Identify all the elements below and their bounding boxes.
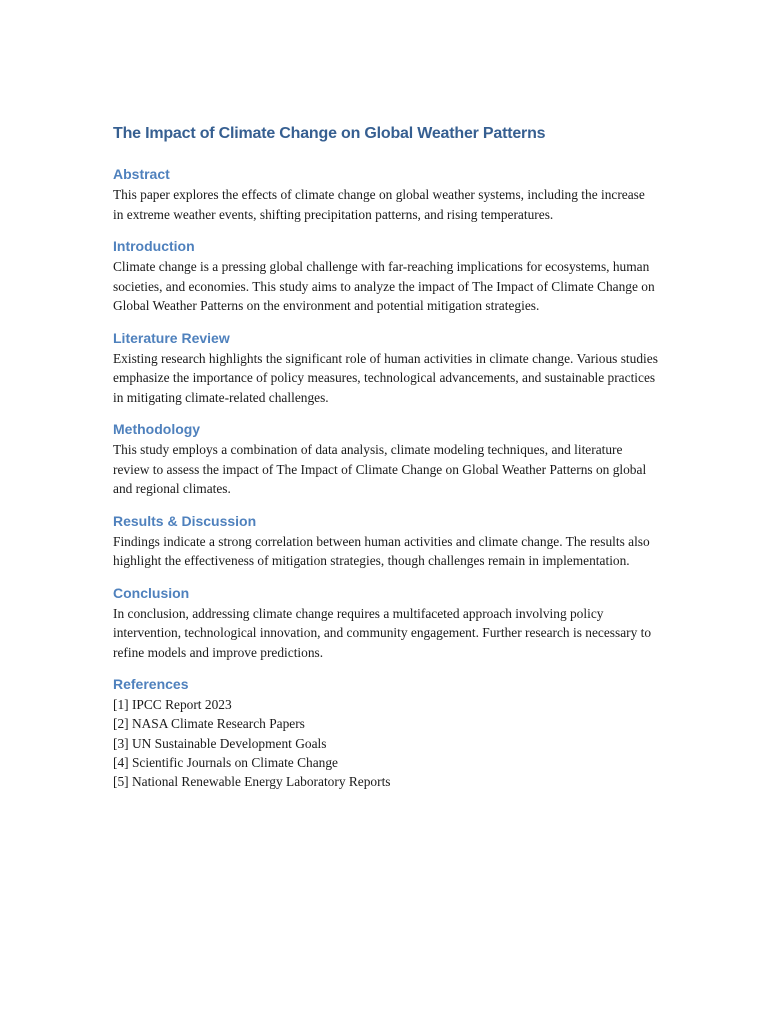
section-heading: Literature Review: [113, 329, 230, 346]
section-body: Climate change is a pressing global challenge with far-reaching implications for ecosystems, human societies, and economies. This study aims to analyze the impact of The Impact of Climate Change on Global Weather Patterns on the environment and potential mitigation strategies.: [113, 259, 655, 313]
section-heading: Methodology: [113, 421, 201, 437]
section-heading: Abstract: [113, 166, 170, 182]
paper-page: [113, 122, 658, 802]
section-references: [113, 673, 658, 791]
reference-item: [2] NASA Climate Research Papers: [113, 716, 305, 732]
section-methodology: [113, 418, 658, 499]
reference-item: [3] UN Sustainable Development Goals: [113, 735, 327, 751]
paper-title: The Impact of Climate Change on Global Weather Patterns: [113, 125, 546, 142]
reference-list: [113, 695, 658, 791]
section-results-discussion: [113, 510, 658, 571]
section-body: Findings indicate a strong correlation between human activities and climate change. The results also highlight the effectiveness of mitigation strategies, though challenges remain in implementation.: [113, 533, 650, 568]
reference-item: [5] National Renewable Energy Laboratory Reports: [113, 774, 391, 790]
section-literature-review: [113, 327, 658, 408]
section-body: This paper explores the effects of climate change on global weather systems, including the increase in extreme weather events, shifting precipitation patterns, and rising temperatures.: [113, 187, 645, 222]
reference-item: [1] IPCC Report 2023: [113, 697, 232, 712]
section-introduction: [113, 235, 658, 316]
section-heading: References: [113, 676, 189, 692]
section-conclusion: [113, 582, 658, 663]
section-body: In conclusion, addressing climate change requires a multifaceted approach involving policy intervention, technological innovation, and community engagement. Further research is necessary to refine models and improve predictions.: [113, 605, 652, 660]
reference-item: [4] Scientific Journals on Climate Change: [113, 754, 338, 770]
section-heading: Results & Discussion: [113, 512, 257, 529]
section-body: This study employs a combination of data analysis, climate modeling techniques, and literature review to assess the impact of The Impact of Climate Change on Global Weather Patterns on global and regional climates.: [113, 442, 647, 496]
section-body: Existing research highlights the significant role of human activities in climate change. Various studies emphasize the importance of policy measures, technological advancements, and sustainable practices in mitigating climate-related challenges.: [113, 350, 658, 405]
section-heading: Introduction: [113, 238, 195, 254]
section-heading: Conclusion: [113, 584, 190, 601]
section-abstract: [113, 163, 658, 224]
